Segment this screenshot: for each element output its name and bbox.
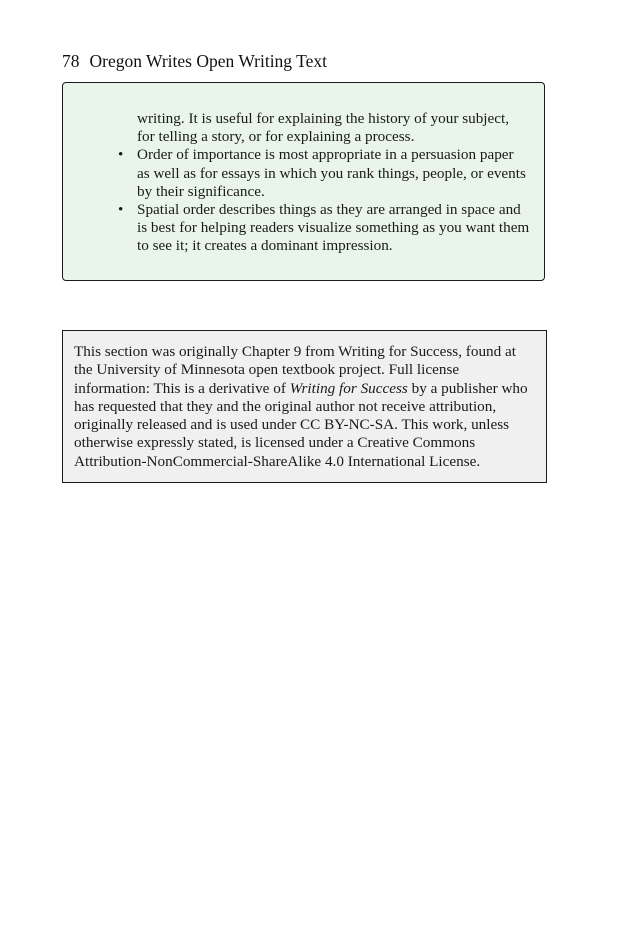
running-header	[62, 50, 327, 72]
book-title: Oregon Writes Open Writing Text	[89, 51, 327, 71]
bullet-text-order-of-importance: Order of importance is most appropriate in a persuasion paper as well as for essays in which you rank things, people, or events by their significance.	[137, 146, 526, 200]
callout-bullet-list	[118, 146, 530, 255]
bullet-text-spatial-order: Spatial order describes things as they are arranged in space and is best for helping readers visualize something as you want them to see it; it creates a dominant impression.	[137, 201, 530, 255]
list-item	[118, 146, 530, 201]
license-paragraph	[74, 343, 536, 471]
bullet-icon: •	[118, 201, 124, 219]
license-text-after-title: by a publisher who has requested that they and the original author not receive attribution, originally released and is used under CC BY-NC-SA. This work, unless otherwise expressly stated, is licensed under a Creative Commons Attribution-NonCommercial-ShareAlike 4.0 International License.	[74, 379, 528, 470]
list-item	[118, 201, 530, 256]
callout-continuation-text: writing. It is useful for explaining the history of your subject, for telling a story, or for explaining a process.	[137, 110, 510, 146]
bullet-icon: •	[118, 146, 124, 164]
page-number: 78	[62, 51, 80, 71]
organization-callout-box	[62, 82, 545, 281]
license-book-title: Writing for Success	[289, 379, 408, 397]
license-text-before-title: This section was originally Chapter 9 from Writing for Success, found at the University of Minnesota open textbook project. Full license information: This is a derivative of	[74, 343, 516, 397]
license-attribution-box	[62, 330, 547, 483]
